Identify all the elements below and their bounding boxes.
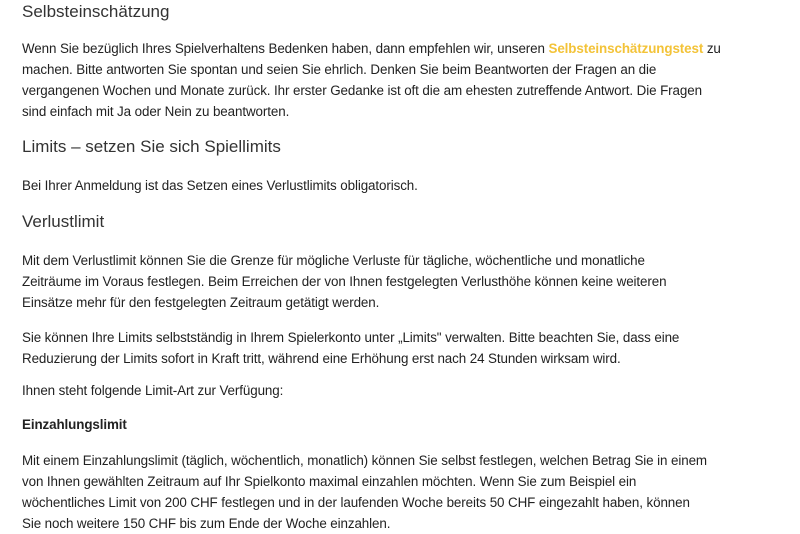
- self-assessment-paragraph: [22, 38, 721, 122]
- limits-paragraph: Bei Ihrer Anmeldung ist das Setzen eines Verlustlimits obligatorisch.: [22, 178, 418, 193]
- heading-loss-limit: Verlustlimit: [22, 212, 105, 231]
- self-assessment-test-link[interactable]: Selbsteinschätzungstest: [548, 41, 704, 56]
- self-assessment-text-before: Wenn Sie bezüglich Ihres Spielverhaltens Bedenken haben, dann empfehlen wir, unseren: [22, 41, 549, 56]
- heading-limits: Limits – setzen Sie sich Spiellimits: [22, 137, 281, 156]
- loss-limit-paragraph-3: Ihnen steht folgende Limit-Art zur Verfügung:: [22, 383, 284, 398]
- self-assessment-text-after: zu machen. Bitte antworten Sie spontan und seien Sie ehrlich. Denken Sie beim Beantworten der Fragen an die vergangenen Wochen und Monate zurück. Ihr erster Gedanke ist oft die am ehesten zutreffende Antwort. Die Fragen sind einfach mit Ja oder Nein zu beantworten.: [22, 41, 721, 119]
- deposit-limit-paragraph: Mit einem Einzahlungslimit (täglich, wöchentlich, monatlich) können Sie selbst festlegen, welchen Betrag Sie in einem von Ihnen gewählten Zeitraum auf Ihr Spielkonto maximal einzahlen möchten. Wenn Sie zum Beispiel ein wöchentliches Limit von 200 CHF festlegen und in der laufenden Woche bereits 50 CHF eingezahlt haben, können Sie noch weitere 150 CHF bis zum Ende der Woche einzahlen.: [22, 453, 707, 531]
- heading-deposit-limit: Einzahlungslimit: [22, 417, 127, 432]
- heading-self-assessment: Selbsteinschätzung: [22, 2, 170, 21]
- loss-limit-paragraph-2: Sie können Ihre Limits selbstständig in Ihrem Spielerkonto unter „Limits" verwalten. Bitte beachten Sie, dass eine Reduzierung der Limits sofort in Kraft tritt, während eine Erhöhung erst nach 24 Stunden wirksam wird.: [22, 330, 680, 366]
- loss-limit-paragraph-1: Mit dem Verlustlimit können Sie die Grenze für mögliche Verluste für tägliche, wöchentliche und monatliche Zeiträume im Voraus festlegen. Beim Erreichen der von Ihnen festgelegten Verlusthöhe können keine weiteren Einsätze mehr für den festgelegten Zeitraum getätigt werden.: [22, 253, 667, 310]
